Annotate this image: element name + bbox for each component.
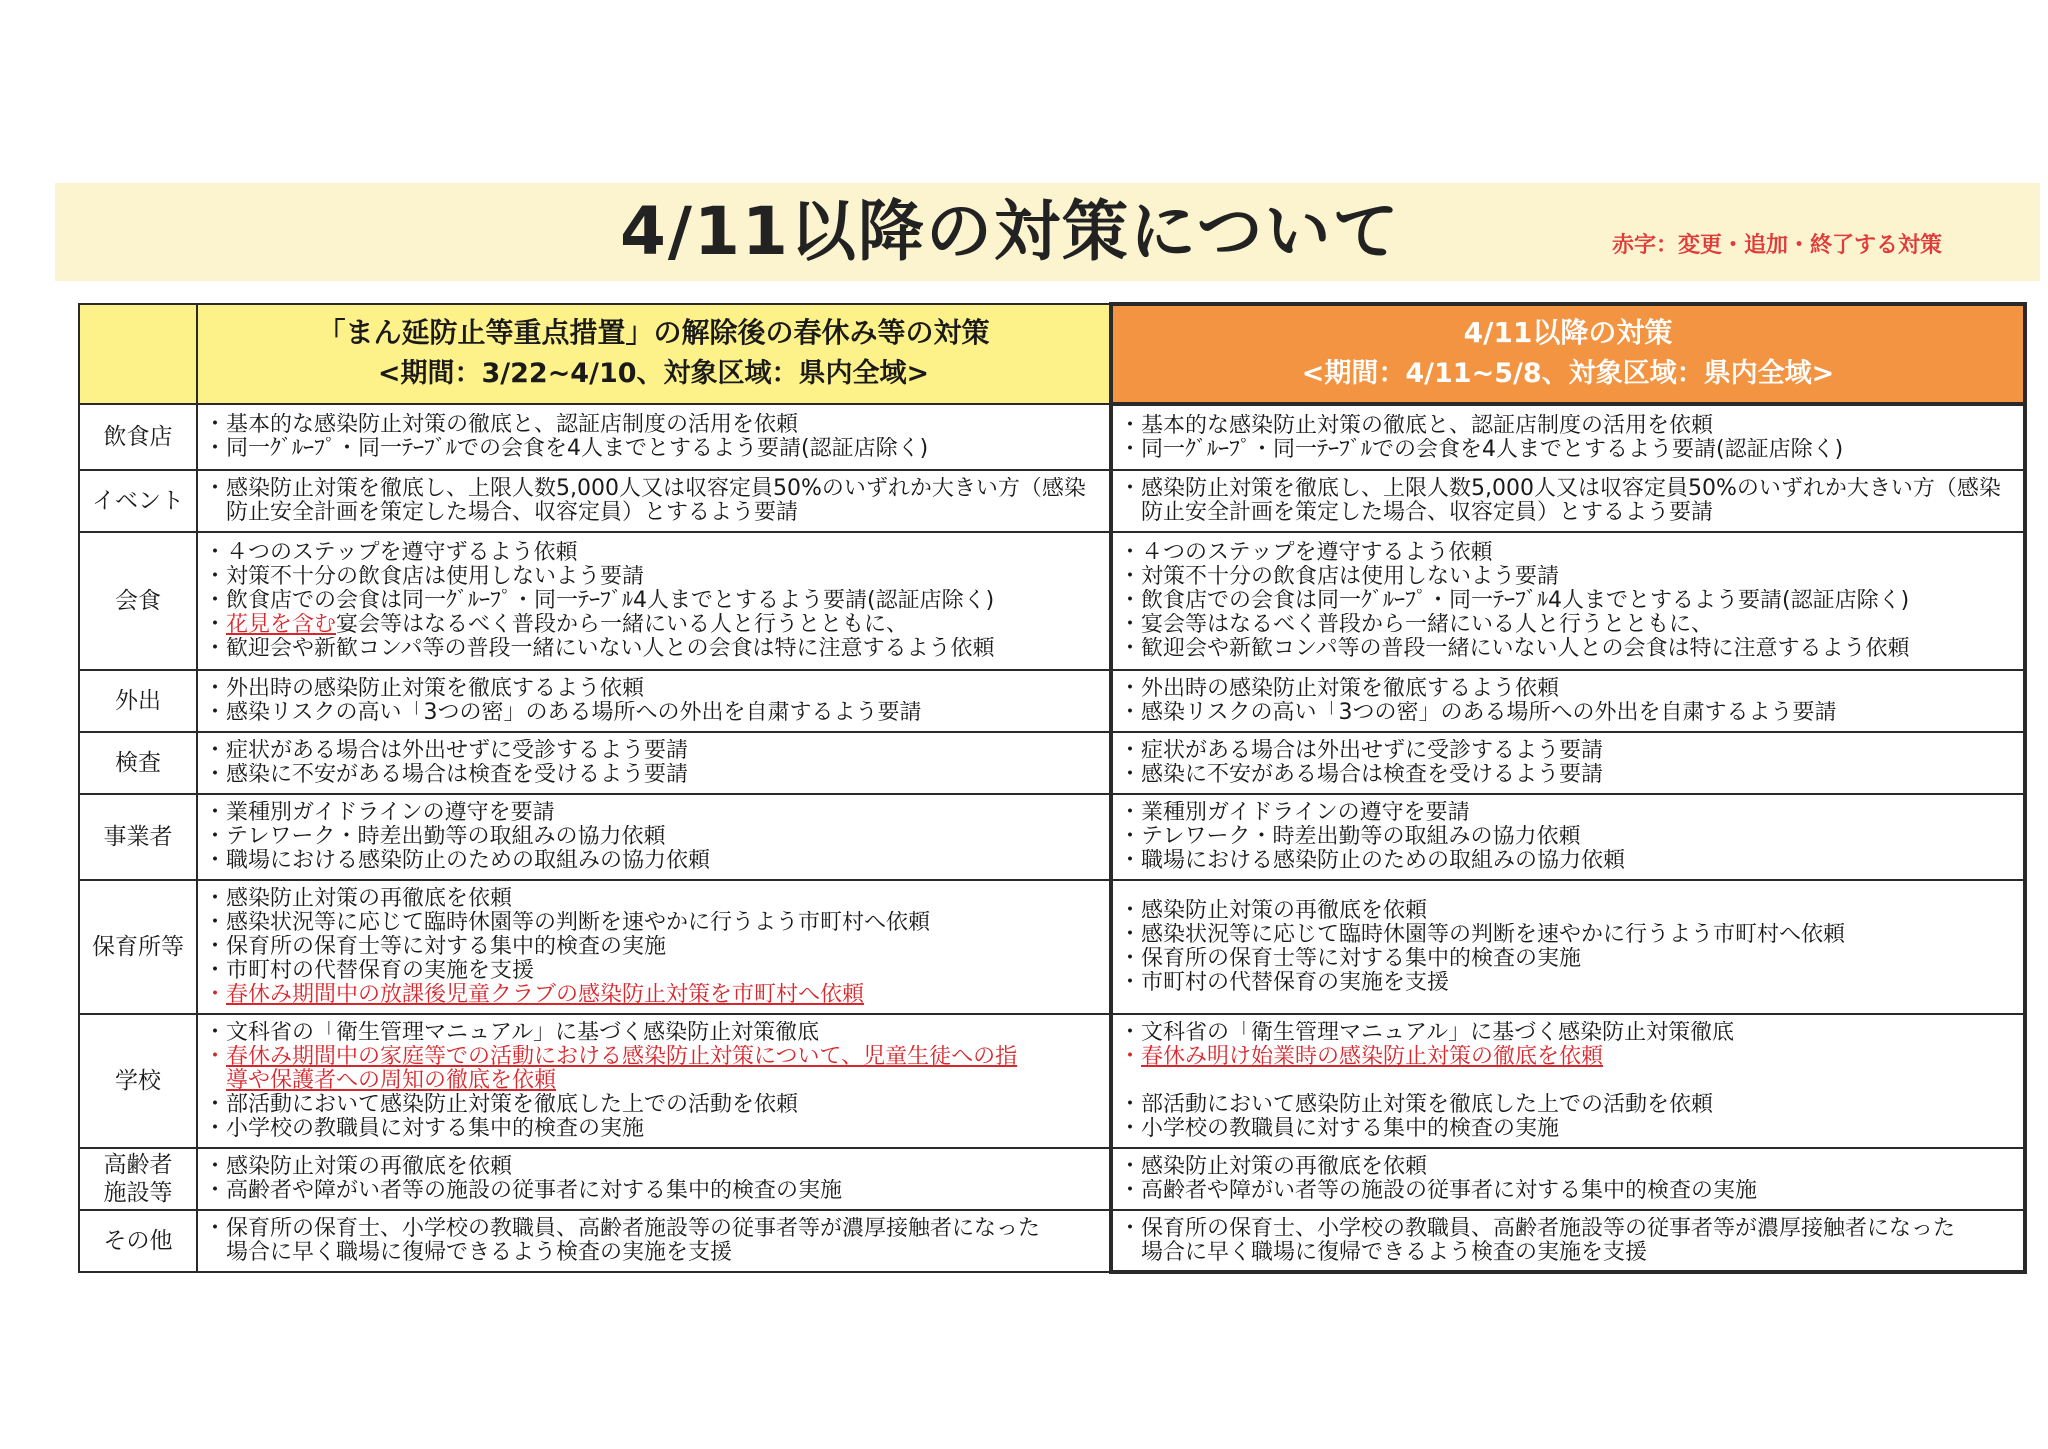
header-left-period: <期間：3/22~4/10、対象区域：県内全域> — [377, 358, 930, 389]
list-item: ・ 対策不十分の飲食店は使用しないよう要請 — [208, 565, 1101, 589]
left-cell — [197, 880, 1111, 1014]
left-cell — [197, 1148, 1111, 1210]
list-item: ・ テレワーク・時差出勤等の取組みの協力依頼 — [208, 825, 1101, 849]
category-testing: 検査 — [79, 732, 197, 794]
list-item: ・ 職場における感染防止のための取組みの協力依頼 — [208, 849, 1101, 873]
list-item: ・ 感染防止対策を徹底し、上限人数5,000人又は収容定員50%のいずれか大きい方（感染防止安全計画を策定した場合、収容定員）とするよう要請 — [1123, 477, 2015, 525]
list-item: ・ 同一ｸﾞﾙｰﾌﾟ・同一ﾃｰﾌﾞﾙでの会食を4人までとするよう要請(認証店除く) — [1123, 438, 2015, 462]
list-item: ・ テレワーク・時差出勤等の取組みの協力依頼 — [1123, 825, 2015, 849]
list-item: ・ 症状がある場合は外出せずに受診するよう要請 — [208, 739, 1101, 763]
red-text-legend: 赤字：変更・追加・終了する対策 — [1612, 233, 1943, 258]
list-item: ・ 同一ｸﾞﾙｰﾌﾟ・同一ﾃｰﾌﾞﾙでの会食を4人までとするよう要請(認証店除く) — [208, 437, 1101, 461]
list-item: ・ 基本的な感染防止対策の徹底と、認証店制度の活用を依頼 — [1123, 414, 2015, 438]
list-item: ・ 感染防止対策の再徹底を依頼 — [1123, 899, 2015, 923]
category-schools: 学校 — [79, 1014, 197, 1148]
list-item-changed — [1123, 1045, 2015, 1069]
list-item: ・ 基本的な感染防止対策の徹底と、認証店制度の活用を依頼 — [208, 413, 1101, 437]
list-spacer — [1123, 1069, 2015, 1093]
left-cell — [197, 1210, 1111, 1272]
list-item: ・ 感染状況等に応じて臨時休園等の判断を速やかに行うよう市町村へ依頼 — [208, 911, 1101, 935]
list-item: ・ 外出時の感染防止対策を徹底するよう依頼 — [1123, 677, 2015, 701]
list-item: ・ 外出時の感染防止対策を徹底するよう依頼 — [208, 677, 1101, 701]
table-row — [79, 1014, 2025, 1148]
changed-text: 花見を含む — [226, 613, 337, 637]
list-item: ・ 感染に不安がある場合は検査を受けるよう要請 — [208, 763, 1101, 787]
list-item: ・ ４つのステップを遵守ずるよう依頼 — [208, 541, 1101, 565]
list-item: ・ 業種別ガイドラインの遵守を要請 — [1123, 801, 2015, 825]
list-item: ・ 感染状況等に応じて臨時休園等の判断を速やかに行うよう市町村へ依頼 — [1123, 923, 2015, 947]
list-item: ・ 保育所の保育士、小学校の教職員、高齢者施設等の従事者等が濃厚接触者になった場合に早く職場に復帰できるよう検査の実施を支援 — [208, 1217, 1101, 1265]
right-cell — [1111, 794, 2025, 880]
left-cell — [197, 794, 1111, 880]
list-item: ・ 飲食店での会食は同一ｸﾞﾙｰﾌﾟ・同一ﾃｰﾌﾞﾙ4人までとするよう要請(認証店除く) — [1123, 589, 2015, 613]
page-title: 4/11以降の対策について — [620, 193, 1401, 270]
header-after-apr11-measures — [1111, 304, 2025, 404]
table-row — [79, 794, 2025, 880]
left-cell — [197, 404, 1111, 470]
category-elderly-facilities — [79, 1148, 197, 1210]
category-line: 高齢者 — [103, 1152, 173, 1178]
right-cell — [1111, 470, 2025, 532]
list-item: ・ 感染に不安がある場合は検査を受けるよう要請 — [1123, 763, 2015, 787]
list-item: ・ 高齢者や障がい者等の施設の従事者に対する集中的検査の実施 — [1123, 1179, 2015, 1203]
category-going-out: 外出 — [79, 670, 197, 732]
table-row — [79, 532, 2025, 670]
right-cell — [1111, 532, 2025, 670]
list-item: ・ 文科省の「衛生管理マニュアル」に基づく感染防止対策徹底 — [208, 1021, 1101, 1045]
list-item: ・ 小学校の教職員に対する集中的検査の実施 — [1123, 1117, 2015, 1141]
list-item-text: 宴会等はなるべく普段から一緒にいる人と行うとともに、 — [336, 613, 909, 637]
table-row — [79, 670, 2025, 732]
list-item: ・ 部活動において感染防止対策を徹底した上での活動を依頼 — [208, 1093, 1101, 1117]
list-item — [208, 613, 1101, 637]
list-item: ・ 小学校の教職員に対する集中的検査の実施 — [208, 1117, 1101, 1141]
table-header-row — [79, 304, 2025, 404]
list-item: ・ 飲食店での会食は同一ｸﾞﾙｰﾌﾟ・同一ﾃｰﾌﾞﾙ4人までとするよう要請(認証店除く) — [208, 589, 1101, 613]
category-businesses: 事業者 — [79, 794, 197, 880]
list-item: ・ 業種別ガイドラインの遵守を要請 — [208, 801, 1101, 825]
left-cell — [197, 732, 1111, 794]
right-cell — [1111, 880, 2025, 1014]
left-cell — [197, 670, 1111, 732]
header-right-title: 4/11以降の対策 — [1463, 316, 1673, 349]
list-item: ・ 症状がある場合は外出せずに受診するよう要請 — [1123, 739, 2015, 763]
table-row — [79, 880, 2025, 1014]
list-item: ・ 保育所の保育士等に対する集中的検査の実施 — [208, 935, 1101, 959]
list-item: ・ 感染防止対策の再徹底を依頼 — [208, 887, 1101, 911]
header-left-title: 「まん延防止等重点措置」の解除後の春休み等の対策 — [317, 316, 990, 349]
measures-table — [78, 302, 2027, 1274]
table-row — [79, 404, 2025, 470]
list-item: ・ 感染防止対策の再徹底を依頼 — [208, 1155, 1101, 1179]
list-item: ・ 高齢者や障がい者等の施設の従事者に対する集中的検査の実施 — [208, 1179, 1101, 1203]
category-events: イベント — [79, 470, 197, 532]
list-item-changed — [208, 1045, 1101, 1093]
list-item: ・ 感染リスクの高い「3つの密」のある場所への外出を自粛するよう要請 — [1123, 701, 2015, 725]
changed-text: 春休み期間中の放課後児童クラブの感染防止対策を市町村へ依頼 — [226, 983, 865, 1007]
list-item: ・ 対策不十分の飲食店は使用しないよう要請 — [1123, 565, 2015, 589]
table-row — [79, 1210, 2025, 1272]
table-row — [79, 470, 2025, 532]
right-cell — [1111, 732, 2025, 794]
right-cell — [1111, 670, 2025, 732]
list-item-continuation: ・ 歓迎会や新歓コンパ等の普段一緒にいない人との会食は特に注意するよう依頼 — [1123, 637, 2015, 661]
header-spring-break-measures — [197, 304, 1111, 404]
list-item: ・ 感染リスクの高い「3つの密」のある場所への外出を自粛するよう要請 — [208, 701, 1101, 725]
header-blank-cell — [79, 304, 197, 404]
left-cell — [197, 1014, 1111, 1148]
list-item: ・ 市町村の代替保育の実施を支援 — [208, 959, 1101, 983]
table-row — [79, 732, 2025, 794]
left-cell — [197, 470, 1111, 532]
category-dining: 会食 — [79, 532, 197, 670]
category-line: 施設等 — [103, 1180, 173, 1206]
category-nurseries: 保育所等 — [79, 880, 197, 1014]
list-item: ・ 保育所の保育士等に対する集中的検査の実施 — [1123, 947, 2015, 971]
list-item: ・ 文科省の「衛生管理マニュアル」に基づく感染防止対策徹底 — [1123, 1021, 2015, 1045]
list-item: ・ ４つのステップを遵守するよう依頼 — [1123, 541, 2015, 565]
list-item: ・ 部活動において感染防止対策を徹底した上での活動を依頼 — [1123, 1093, 2015, 1117]
category-other: その他 — [79, 1210, 197, 1272]
right-cell — [1111, 1014, 2025, 1148]
list-item-changed — [208, 983, 1101, 1007]
table-row — [79, 1148, 2025, 1210]
list-item: ・ 感染防止対策の再徹底を依頼 — [1123, 1155, 2015, 1179]
list-item: ・ 宴会等はなるべく普段から一緒にいる人と行うとともに、 — [1123, 613, 2015, 637]
left-cell — [197, 532, 1111, 670]
list-item: ・ 職場における感染防止のための取組みの協力依頼 — [1123, 849, 2015, 873]
list-item-continuation: ・ 歓迎会や新歓コンパ等の普段一緒にいない人との会食は特に注意するよう依頼 — [208, 637, 1101, 661]
list-item: ・ 市町村の代替保育の実施を支援 — [1123, 971, 2015, 995]
right-cell — [1111, 404, 2025, 470]
category-restaurants: 飲食店 — [79, 404, 197, 470]
changed-text: 春休み明け始業時の感染防止対策の徹底を依頼 — [1141, 1045, 1604, 1069]
changed-text: 春休み期間中の家庭等での活動における感染防止対策について、児童生徒への指導や保護者への周知の徹底を依頼 — [226, 1045, 1018, 1093]
list-item: ・ 保育所の保育士、小学校の教職員、高齢者施設等の従事者等が濃厚接触者になった場合に早く職場に復帰できるよう検査の実施を支援 — [1123, 1217, 2015, 1265]
header-right-period: <期間：4/11~5/8、対象区域：県内全域> — [1301, 358, 1835, 389]
right-cell — [1111, 1210, 2025, 1272]
list-item: ・ 感染防止対策を徹底し、上限人数5,000人又は収容定員50%のいずれか大きい方（感染防止安全計画を策定した場合、収容定員）とするよう要請 — [208, 477, 1101, 525]
right-cell — [1111, 1148, 2025, 1210]
